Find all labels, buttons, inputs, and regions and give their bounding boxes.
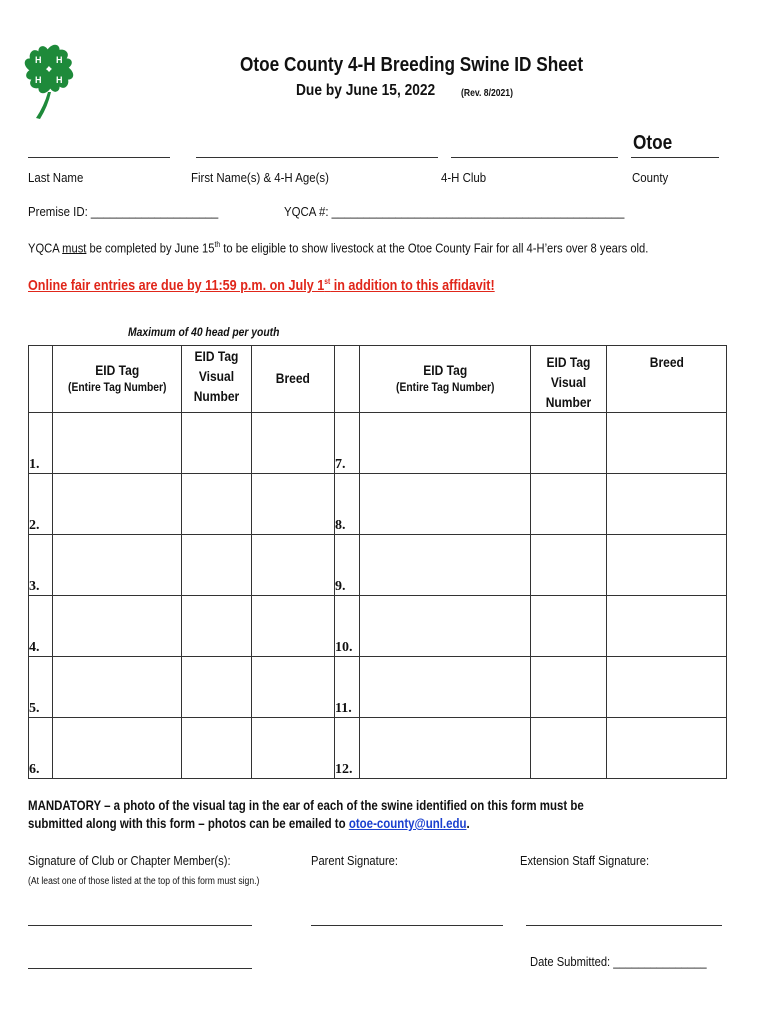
row-number: 3. [29, 535, 53, 596]
club-signature-label: Signature of Club or Chapter Member(s): [28, 853, 231, 868]
county-label: County [632, 170, 669, 185]
breed-cell[interactable] [252, 657, 335, 718]
due-date: Due by June 15, 2022 [296, 82, 436, 99]
breed-header: Breed [252, 346, 335, 413]
visual-number-cell[interactable] [182, 657, 252, 718]
staff-signature-line[interactable] [526, 925, 722, 926]
club-label: 4-H Club [441, 170, 487, 185]
last-name-label: Last Name [28, 170, 84, 185]
visual-number-cell[interactable] [182, 474, 252, 535]
staff-signature-label: Extension Staff Signature: [520, 853, 650, 868]
row-number: 10. [335, 596, 360, 657]
row-number: 6. [29, 718, 53, 779]
parent-signature-line[interactable] [311, 925, 503, 926]
row-number: 5. [29, 657, 53, 718]
table-row [29, 535, 727, 596]
date-submitted-field[interactable]: Date Submitted: _______________ [530, 954, 707, 969]
eid-tag-header: EID Tag (Entire Tag Number) [53, 346, 182, 413]
max-head-note: Maximum of 40 head per youth [128, 325, 280, 339]
premise-id-field[interactable]: Premise ID: ____________________ [28, 204, 219, 219]
eid-tag-cell[interactable] [53, 535, 182, 596]
yqca-note: YQCA must be completed by June 15th to be eligible to show livestock at the Otoe County Fair for all 4-H’ers over 8 years old. [28, 240, 649, 256]
last-name-line[interactable] [28, 157, 170, 158]
table-row [29, 718, 727, 779]
svg-text:H: H [56, 55, 63, 65]
row-number: 8. [335, 474, 360, 535]
eid-tag-header: EID Tag (Entire Tag Number) [360, 346, 531, 413]
table-row [29, 413, 727, 474]
breed-cell[interactable] [607, 535, 727, 596]
page-title: Otoe County 4-H Breeding Swine ID Sheet [240, 54, 584, 76]
mandatory-photo-note: MANDATORY – a photo of the visual tag in the ear of each of the swine identified on this form must be submitted along with this form – photos can be emailed to otoe-county@unl.edu. [28, 797, 584, 831]
eid-tag-cell[interactable] [360, 474, 531, 535]
revision-note: (Rev. 8/2021) [461, 88, 513, 99]
visual-number-cell[interactable] [182, 413, 252, 474]
swine-id-table [28, 345, 727, 779]
row-number: 2. [29, 474, 53, 535]
svg-text:H: H [35, 75, 42, 85]
row-number: 4. [29, 596, 53, 657]
eid-tag-cell[interactable] [53, 474, 182, 535]
breed-header: Breed [607, 346, 727, 413]
club-signature-note: (At least one of those listed at the top of this form must sign.) [28, 876, 260, 887]
email-link[interactable]: otoe-county@unl.edu [348, 815, 467, 831]
num-header [335, 346, 360, 413]
num-header [29, 346, 53, 413]
eid-tag-cell[interactable] [53, 596, 182, 657]
online-entry-warning: Online fair entries are due by 11:59 p.m. on July 1st in addition to this affidavit! [28, 277, 495, 294]
breed-cell[interactable] [252, 718, 335, 779]
county-line[interactable] [631, 157, 719, 158]
first-name-line[interactable] [196, 157, 438, 158]
row-number: 1. [29, 413, 53, 474]
visual-number-cell[interactable] [531, 474, 607, 535]
row-number: 11. [335, 657, 360, 718]
four-h-clover-icon [22, 42, 76, 120]
breed-cell[interactable] [607, 596, 727, 657]
visual-number-cell[interactable] [531, 535, 607, 596]
visual-number-cell[interactable] [531, 718, 607, 779]
breed-cell[interactable] [252, 535, 335, 596]
eid-tag-cell[interactable] [53, 657, 182, 718]
club-signature-line-2[interactable] [28, 968, 252, 969]
club-line[interactable] [451, 157, 618, 158]
eid-tag-cell[interactable] [360, 718, 531, 779]
visual-number-cell[interactable] [531, 657, 607, 718]
visual-number-cell[interactable] [182, 535, 252, 596]
eid-tag-cell[interactable] [360, 657, 531, 718]
eid-tag-cell[interactable] [360, 413, 531, 474]
svg-text:H: H [56, 75, 63, 85]
visual-number-cell[interactable] [531, 596, 607, 657]
first-name-label: First Name(s) & 4-H Age(s) [191, 170, 329, 185]
visual-number-header: EID Tag Visual Number [531, 346, 607, 413]
svg-text:H: H [35, 55, 42, 65]
visual-number-header: EID Tag Visual Number [182, 346, 252, 413]
table-header-row [29, 346, 727, 413]
table-row [29, 474, 727, 535]
row-number: 9. [335, 535, 360, 596]
parent-signature-label: Parent Signature: [311, 853, 399, 868]
eid-tag-cell[interactable] [360, 535, 531, 596]
eid-tag-cell[interactable] [53, 413, 182, 474]
yqca-number-field[interactable]: YQCA #: ______________________________________________ [284, 204, 625, 219]
table-row [29, 596, 727, 657]
breed-cell[interactable] [252, 596, 335, 657]
visual-number-cell[interactable] [182, 718, 252, 779]
breed-cell[interactable] [607, 718, 727, 779]
breed-cell[interactable] [252, 413, 335, 474]
table-row [29, 657, 727, 718]
row-number: 12. [335, 718, 360, 779]
breed-cell[interactable] [607, 657, 727, 718]
visual-number-cell[interactable] [182, 596, 252, 657]
breed-cell[interactable] [607, 413, 727, 474]
eid-tag-cell[interactable] [53, 718, 182, 779]
county-value: Otoe [633, 132, 673, 154]
breed-cell[interactable] [607, 474, 727, 535]
eid-tag-cell[interactable] [360, 596, 531, 657]
row-number: 7. [335, 413, 360, 474]
breed-cell[interactable] [252, 474, 335, 535]
club-signature-line-1[interactable] [28, 925, 252, 926]
visual-number-cell[interactable] [531, 413, 607, 474]
